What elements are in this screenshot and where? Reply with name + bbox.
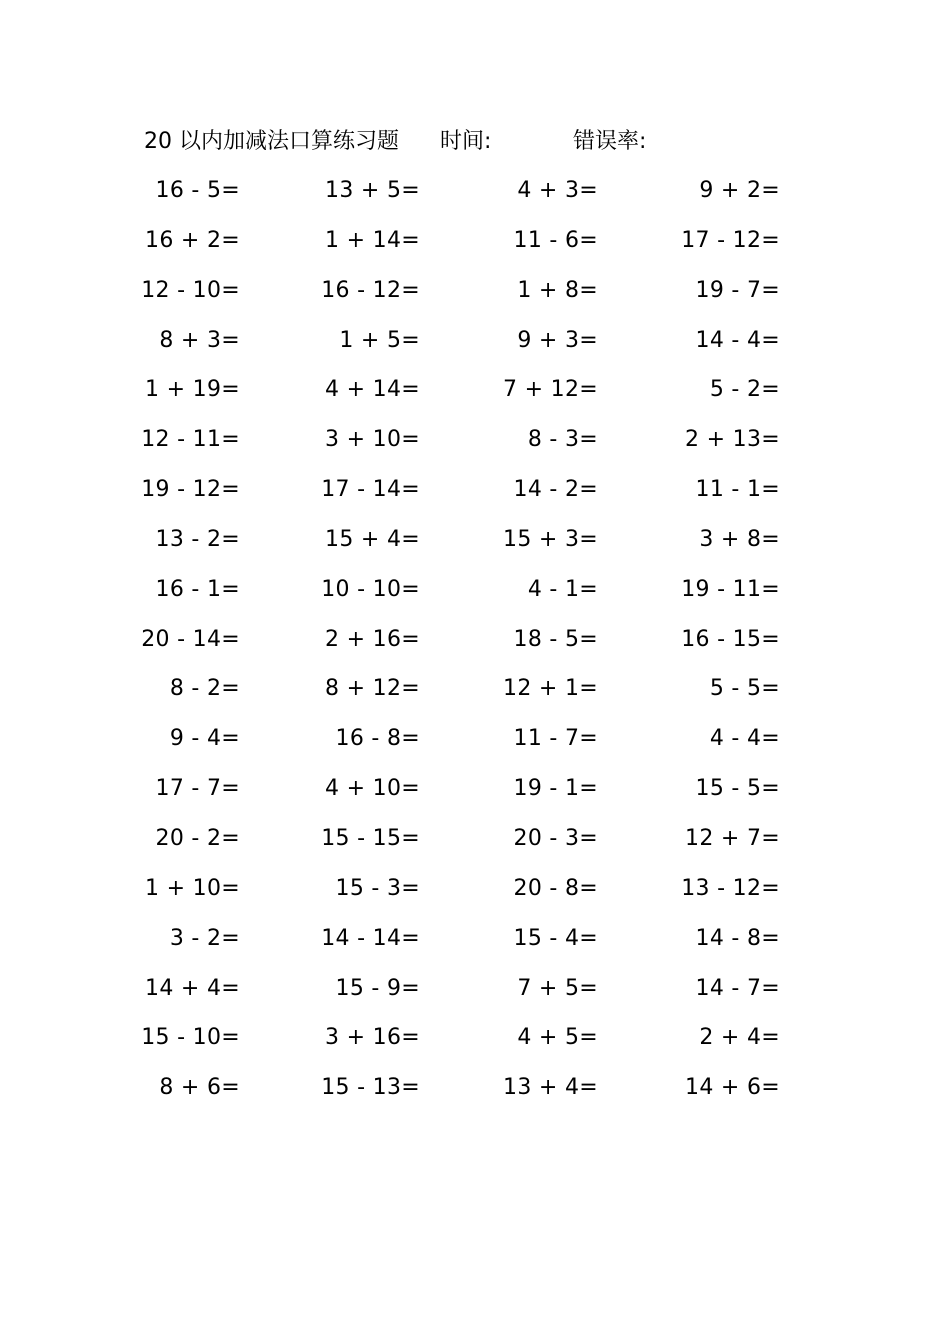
problem-cell: 20 - 14=: [141, 626, 240, 652]
problem-cell: 8 + 3=: [159, 327, 240, 353]
problem-cell: 1 + 19=: [145, 377, 240, 403]
problem-row: [0, 1071, 950, 1121]
problem-cell: 7 + 5=: [517, 975, 598, 1001]
problem-cell: 16 - 8=: [335, 726, 420, 752]
problem-cell: 11 - 6=: [513, 227, 598, 253]
problem-cell: 12 + 1=: [503, 676, 598, 702]
problem-row: [0, 473, 950, 523]
problem-cell: 14 - 14=: [321, 925, 420, 951]
problem-cell: 8 + 6=: [159, 1075, 240, 1101]
problem-cell: 16 - 5=: [155, 178, 240, 203]
problem-cell: 10 - 10=: [321, 576, 420, 602]
problem-cell: 8 - 3=: [527, 427, 598, 453]
problem-row: [0, 672, 950, 722]
problem-cell: 14 - 4=: [695, 327, 780, 353]
problem-cell: 3 + 8=: [699, 526, 780, 552]
error-rate-label: 错误率:: [573, 129, 647, 154]
problem-cell: 3 - 2=: [169, 925, 240, 951]
worksheet-title: 20 以内加减法口算练习题: [144, 129, 399, 154]
problem-cell: 14 - 8=: [695, 925, 780, 951]
problem-row: [0, 573, 950, 623]
problem-cell: 20 - 2=: [155, 825, 240, 851]
problem-cell: 4 + 14=: [325, 377, 420, 403]
problem-cell: 2 + 4=: [699, 1025, 780, 1051]
problem-row: [0, 623, 950, 673]
problem-cell: 14 - 2=: [513, 477, 598, 503]
problem-cell: 15 - 5=: [695, 776, 780, 802]
worksheet-header: [0, 126, 950, 158]
problem-cell: 5 - 2=: [709, 377, 780, 403]
problem-cell: 20 - 3=: [513, 825, 598, 851]
problem-cell: 16 - 1=: [155, 576, 240, 602]
problem-cell: 13 - 12=: [681, 875, 780, 901]
problem-row: [0, 922, 950, 972]
problem-cell: 4 + 10=: [325, 776, 420, 802]
problem-cell: 15 - 13=: [321, 1075, 420, 1101]
problem-cell: 15 - 10=: [141, 1025, 240, 1051]
problem-cell: 14 + 4=: [145, 975, 240, 1001]
problem-cell: 12 - 10=: [141, 277, 240, 303]
problem-cell: 3 + 16=: [325, 1025, 420, 1051]
problem-cell: 13 + 5=: [325, 178, 420, 203]
problem-cell: 8 + 12=: [325, 676, 420, 702]
problem-cell: 9 - 4=: [169, 726, 240, 752]
problem-cell: 2 + 13=: [685, 427, 780, 453]
problem-cell: 1 + 10=: [145, 875, 240, 901]
problem-row: [0, 722, 950, 772]
problem-row: [0, 972, 950, 1022]
problem-cell: 15 - 3=: [335, 875, 420, 901]
problem-cell: 16 - 12=: [321, 277, 420, 303]
problem-cell: 15 + 4=: [325, 526, 420, 552]
problem-cell: 8 - 2=: [169, 676, 240, 702]
problem-row: [0, 373, 950, 423]
problem-cell: 16 + 2=: [145, 227, 240, 253]
problem-row: [0, 772, 950, 822]
problem-cell: 1 + 14=: [325, 227, 420, 253]
problem-row: [0, 822, 950, 872]
problem-cell: 7 + 12=: [503, 377, 598, 403]
problem-row: [0, 872, 950, 922]
problem-cell: 17 - 12=: [681, 227, 780, 253]
problem-cell: 19 - 12=: [141, 477, 240, 503]
problem-cell: 4 - 1=: [527, 576, 598, 602]
time-label: 时间:: [440, 129, 492, 154]
problem-cell: 12 - 11=: [141, 427, 240, 453]
problem-cell: 15 - 15=: [321, 825, 420, 851]
problem-cell: 15 + 3=: [503, 526, 598, 552]
problem-cell: 19 - 11=: [681, 576, 780, 602]
problem-cell: 13 + 4=: [503, 1075, 598, 1101]
problem-cell: 17 - 14=: [321, 477, 420, 503]
problem-cell: 4 + 3=: [517, 178, 598, 203]
problem-cell: 5 - 5=: [709, 676, 780, 702]
problem-cell: 9 + 2=: [699, 178, 780, 203]
problem-row: [0, 1021, 950, 1071]
problem-row: [0, 224, 950, 274]
problem-row: [0, 274, 950, 324]
problem-cell: 4 + 5=: [517, 1025, 598, 1051]
problem-cell: 14 + 6=: [685, 1075, 780, 1101]
problem-cell: 17 - 7=: [155, 776, 240, 802]
problem-cell: 15 - 9=: [335, 975, 420, 1001]
problem-cell: 3 + 10=: [325, 427, 420, 453]
problem-cell: 16 - 15=: [681, 626, 780, 652]
problem-row: [0, 174, 950, 224]
problem-cell: 20 - 8=: [513, 875, 598, 901]
problem-cell: 14 - 7=: [695, 975, 780, 1001]
problem-cell: 9 + 3=: [517, 327, 598, 353]
problem-cell: 1 + 8=: [517, 277, 598, 303]
problem-cell: 13 - 2=: [155, 526, 240, 552]
problem-cell: 15 - 4=: [513, 925, 598, 951]
problem-cell: 1 + 5=: [339, 327, 420, 353]
problem-cell: 19 - 7=: [695, 277, 780, 303]
problem-cell: 11 - 1=: [695, 477, 780, 503]
problem-row: [0, 423, 950, 473]
problem-grid: [0, 174, 950, 1121]
problem-cell: 12 + 7=: [685, 825, 780, 851]
problem-cell: 2 + 16=: [325, 626, 420, 652]
problem-row: [0, 324, 950, 374]
problem-cell: 4 - 4=: [709, 726, 780, 752]
problem-cell: 11 - 7=: [513, 726, 598, 752]
problem-cell: 18 - 5=: [513, 626, 598, 652]
problem-row: [0, 523, 950, 573]
problem-cell: 19 - 1=: [513, 776, 598, 802]
